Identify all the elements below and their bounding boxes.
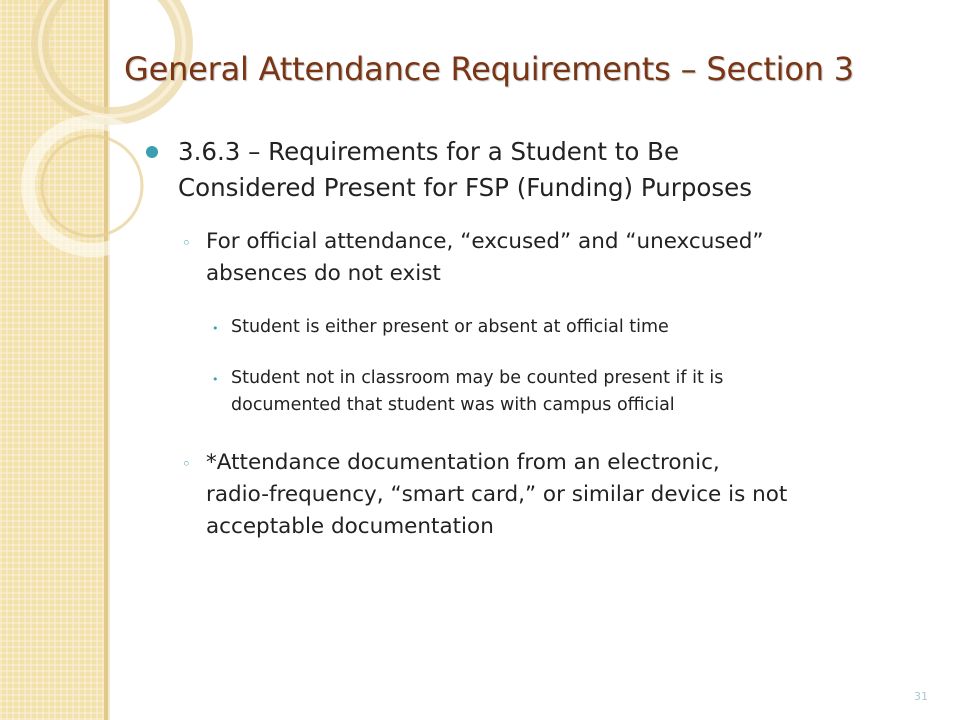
bullet-level3-not-in-classroom-line1: Student not in classroom may be counted present if it is [231,368,724,388]
bullet-level2-documentation-line3: acceptable documentation [206,514,494,539]
bullet-level1-line2: Considered Present for FSP (Funding) Purposes [178,173,752,202]
bullet-level3-not-in-classroom [140,365,900,419]
side-panel-edge-highlight [108,0,110,720]
bullet-level2-excused-line1: For official attendance, “excused” and “unexcused” [206,229,764,254]
bullet-level1 [140,134,900,206]
hollow-circle-bullet-icon: ◦ [182,455,191,473]
hollow-circle-bullet-icon: ◦ [182,234,191,252]
filled-circle-bullet-icon [146,146,158,158]
decorative-side-panel [0,0,104,720]
bullet-level2-documentation-line1: *Attendance documentation from an electronic, [206,450,720,475]
bullet-level2-documentation-line2: radio-frequency, “smart card,” or similar device is not [206,482,788,507]
small-dot-bullet-icon: • [212,322,219,335]
slide-title: General Attendance Requirements – Section 3 [124,50,854,88]
bullet-level3-not-in-classroom-line2: documented that student was with campus official [231,395,675,415]
small-dot-bullet-icon: • [212,373,219,386]
bullet-level2-excused [140,226,900,290]
bullet-level2-documentation [140,447,900,543]
bullet-level2-excused-line2: absences do not exist [206,261,441,286]
bullet-level3-present-absent-line1: Student is either present or absent at official time [231,317,669,337]
bullet-list [140,134,900,543]
page-number: 31 [914,690,928,703]
bullet-level3-present-absent [140,314,900,341]
bullet-level1-line1: 3.6.3 – Requirements for a Student to Be [178,137,680,166]
